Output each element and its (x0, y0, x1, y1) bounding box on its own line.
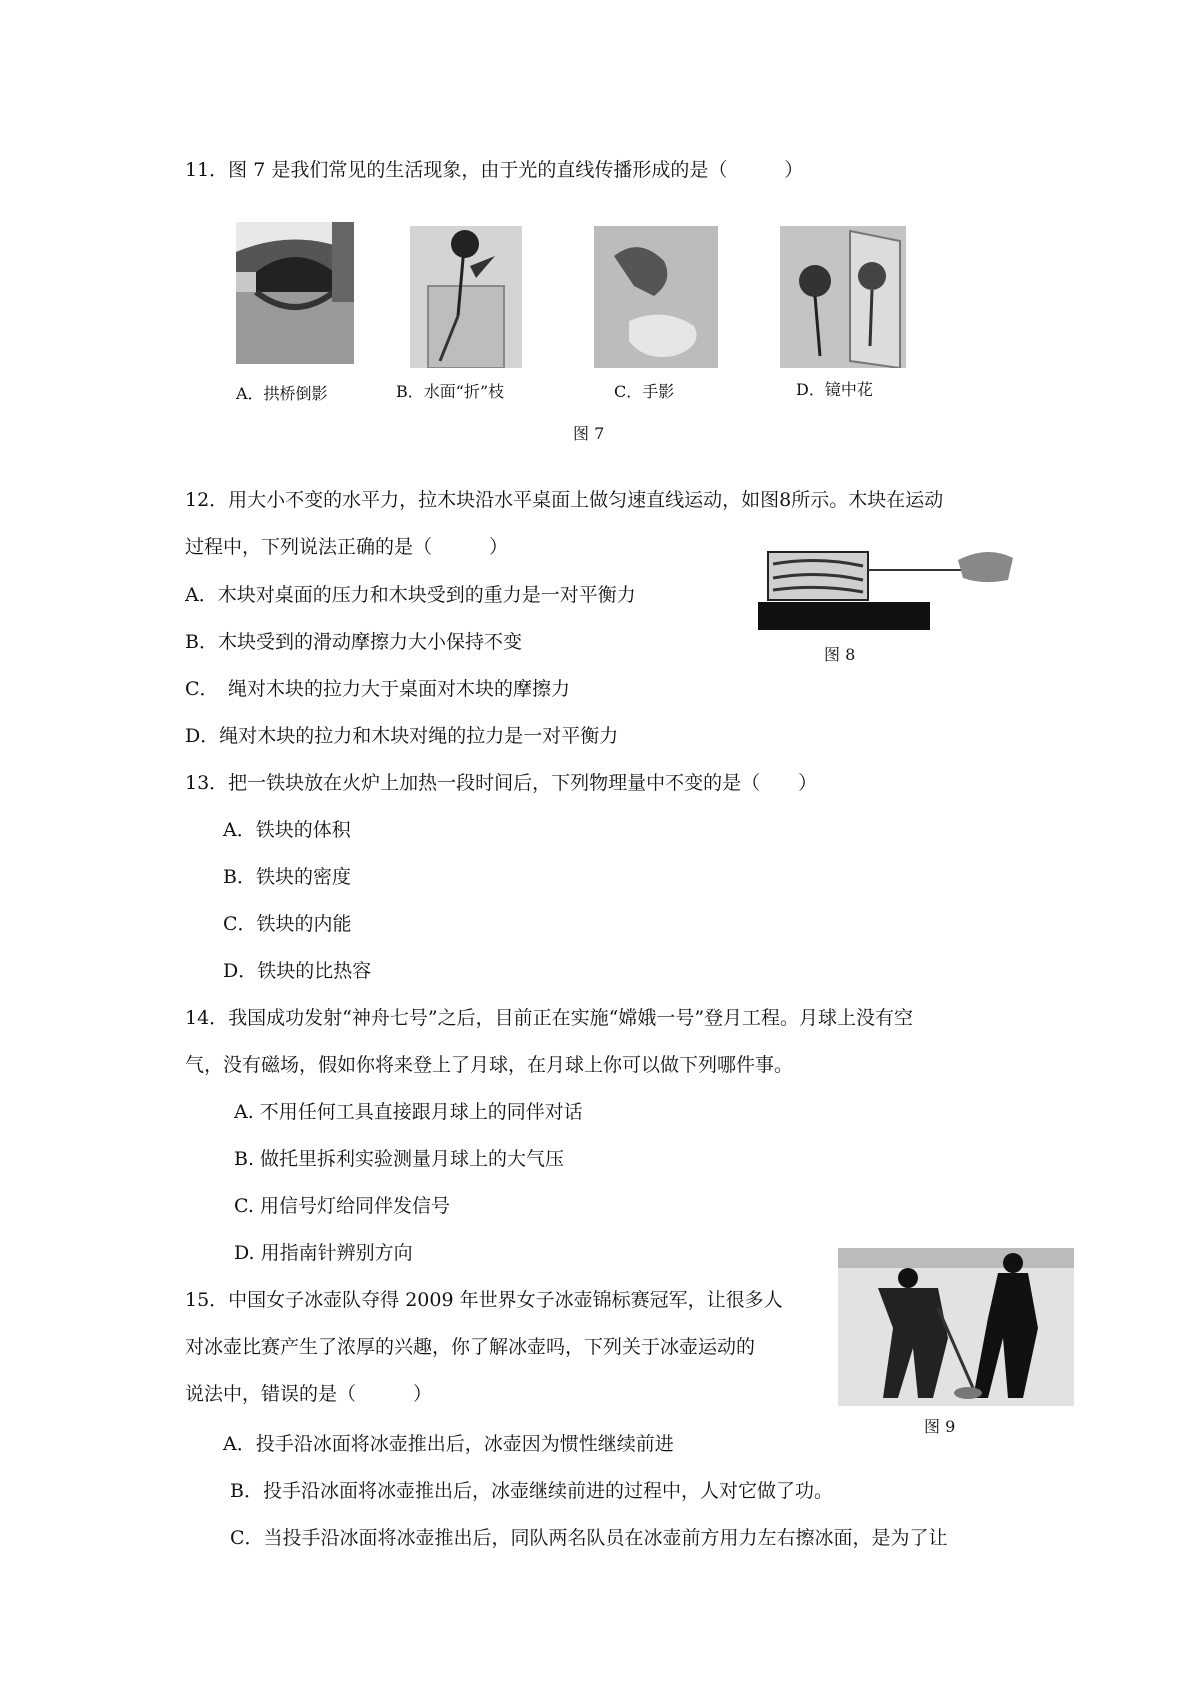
q11-question: 11．图 7 是我们常见的生活现象，由于光的直线传播形成的是（ ） (185, 159, 804, 181)
q14-line-1: 14．我国成功发射“神舟七号”之后，目前正在实施“嫦娥一号”登月工程。月球上没有空 (185, 1007, 914, 1029)
q12-option-a: A．木块对桌面的压力和木块受到的重力是一对平衡力 (185, 584, 636, 606)
q11-option-b: B．水面“折”枝 (396, 382, 505, 401)
arch-bridge-reflection-image (236, 222, 354, 364)
q11-option-a: A．拱桥倒影 (236, 384, 328, 403)
q14-option-d: D. 用指南针辨别方向 (234, 1242, 413, 1264)
q14-option-c: C. 用信号灯给同伴发信号 (234, 1195, 450, 1217)
q13-question: 13．把一铁块放在火炉上加热一段时间后，下列物理量中不变的是（ ） (185, 772, 818, 794)
wood-block-pull-figure (758, 540, 1020, 630)
q11-option-c: C．手影 (614, 382, 675, 401)
figure-9-caption: 图 9 (924, 1417, 956, 1436)
q13-option-d: D．铁块的比热容 (223, 960, 372, 982)
hand-shadow-image (594, 226, 718, 368)
q15-line-1: 15．中国女子冰壶队夺得 2009 年世界女子冰壶锦标赛冠军，让很多人 (185, 1289, 783, 1311)
q15-option-a: A．投手沿冰面将冰壶推出后，冰壶因为惯性继续前进 (223, 1433, 674, 1455)
q13-option-b: B．铁块的密度 (223, 866, 351, 888)
figure-8-caption: 图 8 (824, 645, 856, 664)
q15-line-2: 对冰壶比赛产生了浓厚的兴趣，你了解冰壶吗，下列关于冰壶运动的 (185, 1336, 756, 1358)
curling-players-image (838, 1248, 1074, 1406)
q13-option-c: C．铁块的内能 (223, 913, 352, 935)
q12-option-b: B．木块受到的滑动摩擦力大小保持不变 (185, 631, 522, 653)
q13-option-a: A．铁块的体积 (223, 819, 351, 841)
q15-option-b: B．投手沿冰面将冰壶推出后，冰壶继续前进的过程中，人对它做了功。 (230, 1480, 833, 1502)
flower-in-mirror-image (780, 226, 906, 368)
bent-branch-in-water-image (410, 226, 522, 368)
figure-7-caption: 图 7 (573, 424, 605, 443)
q15-option-c: C．当投手沿冰面将冰壶推出后，同队两名队员在冰壶前方用力左右擦冰面，是为了让 (230, 1527, 948, 1549)
q12-option-c: C． 绳对木块的拉力大于桌面对木块的摩擦力 (185, 678, 571, 700)
q11-option-d: D．镜中花 (796, 380, 873, 399)
q12-line-1: 12．用大小不变的水平力，拉木块沿水平桌面上做匀速直线运动，如图8所示。木块在运动 (185, 489, 944, 511)
q14-line-2: 气，没有磁场，假如你将来登上了月球，在月球上你可以做下列哪件事。 (185, 1054, 794, 1076)
q12-line-2: 过程中，下列说法正确的是（ ） (185, 536, 509, 558)
q14-option-b: B. 做托里拆利实验测量月球上的大气压 (234, 1148, 565, 1170)
q12-option-d: D．绳对木块的拉力和木块对绳的拉力是一对平衡力 (185, 725, 619, 747)
q14-option-a: A. 不用任何工具直接跟月球上的同伴对话 (234, 1101, 583, 1123)
q15-line-3: 说法中，错误的是（ ） (185, 1383, 433, 1405)
